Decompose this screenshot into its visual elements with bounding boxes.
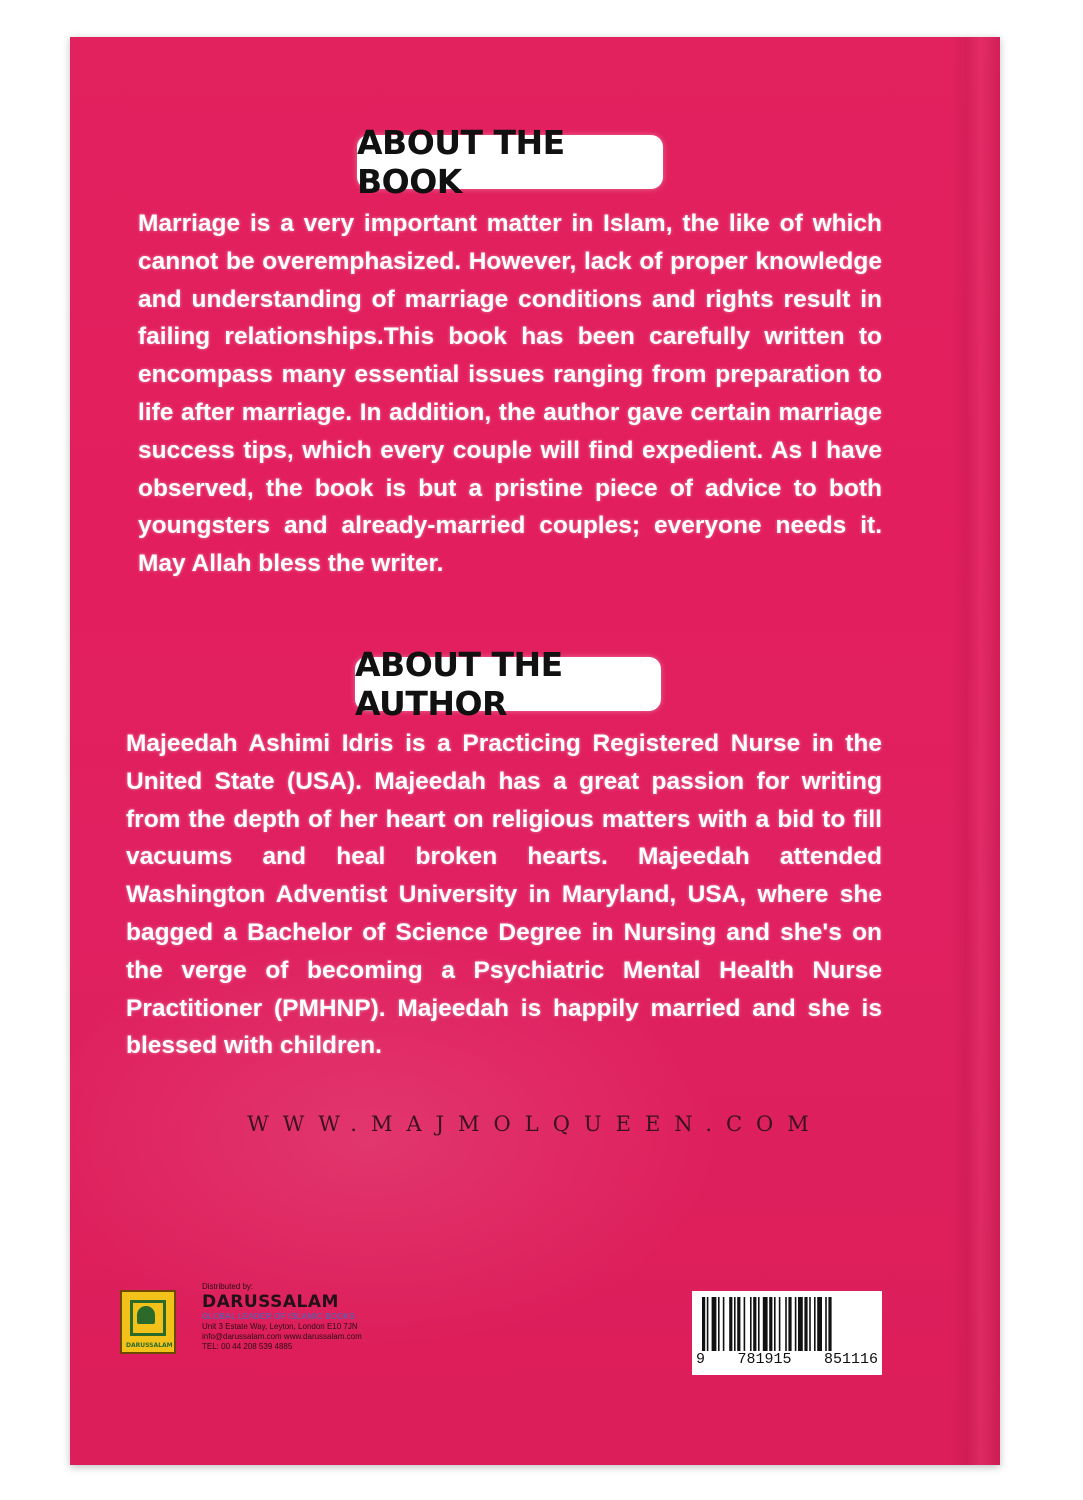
barcode-bar	[769, 1297, 772, 1351]
barcode-digit-group: 9	[696, 1351, 706, 1368]
barcode-bar	[774, 1297, 776, 1351]
barcode-bar	[788, 1297, 791, 1351]
spine-edge	[952, 37, 1000, 1465]
barcode-bar	[718, 1297, 720, 1351]
publisher-contact: info@darussalam.com www.darussalam.com	[202, 1332, 362, 1341]
distributed-by-label: Distributed by:	[202, 1282, 254, 1291]
barcode-bar	[804, 1297, 807, 1351]
barcode-bar	[723, 1297, 725, 1351]
publisher-address: Unit 3 Estate Way, Leyton, London E10 7JN	[202, 1322, 358, 1331]
barcode-bar	[737, 1297, 740, 1351]
about-book-heading: ABOUT THE BOOK	[357, 135, 663, 189]
barcode-bar	[763, 1297, 768, 1351]
barcode-bar	[729, 1297, 732, 1351]
publisher-name: DARUSSALAM	[202, 1292, 339, 1312]
publisher-logo-caption: DARUSSALAM	[126, 1342, 173, 1349]
barcode-bar	[809, 1297, 811, 1351]
barcode-bar	[734, 1297, 736, 1351]
barcode-bar	[753, 1297, 756, 1351]
website-url: WWW.MAJMOLQUEEN.COM	[247, 1112, 823, 1136]
barcode-bars-icon	[702, 1297, 872, 1351]
barcode-bar	[744, 1297, 746, 1351]
barcode-bar	[828, 1297, 831, 1351]
barcode-bar	[712, 1297, 717, 1351]
barcode-bar	[758, 1297, 760, 1351]
publisher-info	[202, 1282, 402, 1352]
barcode-bar	[825, 1297, 827, 1351]
barcode-bar	[795, 1297, 797, 1351]
publisher-tel: TEL: 00 44 208 539 4885	[202, 1342, 293, 1351]
barcode-bar	[814, 1297, 816, 1351]
barcode-digits	[696, 1351, 878, 1368]
about-author-heading: ABOUT THE AUTHOR	[355, 657, 661, 711]
about-author-text: Majeedah Ashimi Idris is a Practicing Registered Nurse in the United State (USA). Majeedah has a great passion for writing from the depth of her heart on religious matters with a bid to fill vacuums and heal broken hearts. Majeedah attended Washington Adventist University in Maryland, USA, where she bagged a Bachelor of Science Degree in Nursing and she's on the verge of becoming a Psychiatric Mental Health Nurse Practitioner (PMHNP). Majeedah is happily married and she is blessed with children.	[126, 730, 882, 1060]
publisher-block	[120, 1282, 380, 1372]
barcode-bar	[798, 1297, 803, 1351]
barcode-bar	[707, 1297, 709, 1351]
about-book-text: Marriage is a very important matter in Islam, the like of which cannot be overemphasized. However, lack of proper knowledge and understanding of marriage conditions and rights result in failing relationships.This book has been carefully written to encompass many essential issues ranging from preparation to life after marriage. In addition, the author gave certain marriage success tips, which every couple will find expedient. As I have observed, the book is but a pristine piece of advice to both youngsters and already-married couples; everyone needs it. May Allah bless the writer.	[138, 210, 882, 578]
barcode-bar	[817, 1297, 822, 1351]
publisher-logo-icon	[120, 1290, 176, 1354]
barcode-bar	[779, 1297, 781, 1351]
barcode-digit-group: 851116	[823, 1351, 878, 1368]
publisher-tagline: GLOBAL LEADER OF ISLAMIC BOOKS	[202, 1312, 356, 1321]
isbn-barcode	[692, 1291, 882, 1375]
barcode-bar	[702, 1297, 705, 1351]
barcode-digit-group: 781915	[737, 1351, 792, 1368]
barcode-bar	[785, 1297, 787, 1351]
barcode-bar	[750, 1297, 752, 1351]
book-back-cover	[70, 37, 1000, 1465]
